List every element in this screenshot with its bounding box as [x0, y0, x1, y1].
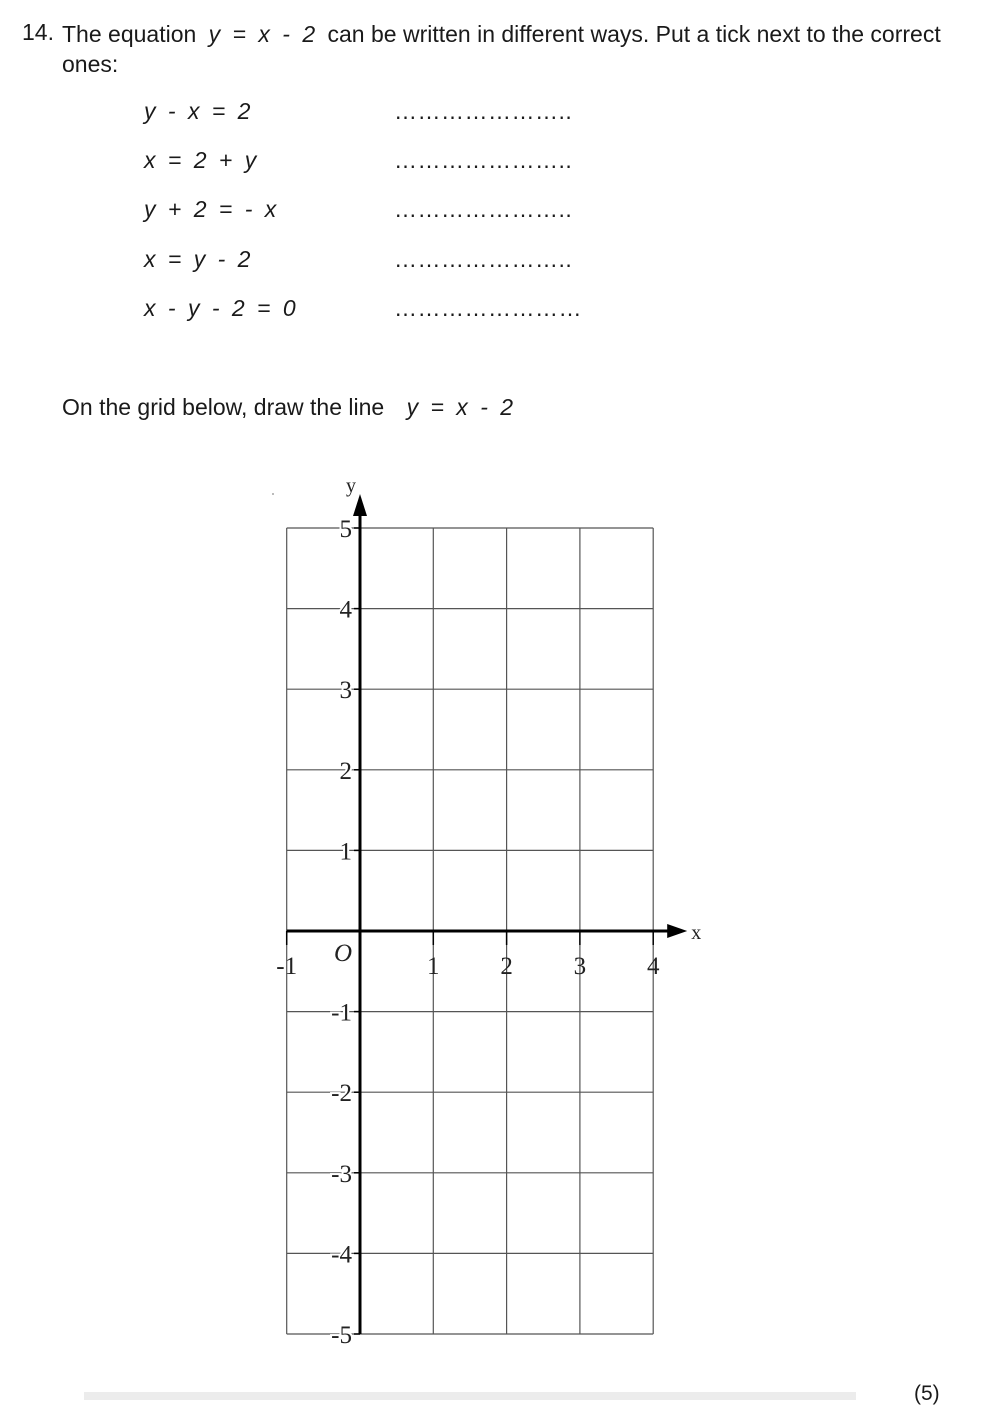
option-equation: x = y - 2 [144, 246, 251, 272]
option-row [144, 147, 604, 177]
option-equation: x = 2 + y [144, 147, 257, 173]
instruction-equation: y = x - 2 [406, 394, 514, 420]
origin-label: O [334, 940, 353, 967]
option-row [144, 196, 604, 226]
y-tick-label: 5 [339, 516, 352, 543]
coordinate-grid[interactable] [260, 470, 720, 1370]
y-tick-label: 2 [339, 757, 352, 785]
y-tick-label: -4 [331, 1241, 352, 1269]
y-tick-label: 3 [339, 677, 352, 705]
question-text [62, 19, 962, 79]
y-tick-label: 4 [339, 596, 352, 624]
instruction [62, 394, 519, 421]
option-equation: x - y - 2 = 0 [144, 295, 296, 321]
question-text-before: The equation [62, 21, 197, 47]
option-answer-line[interactable]: ………………….. [394, 98, 573, 124]
option-answer-line[interactable]: ………………….. [394, 147, 573, 173]
x-tick-label: 2 [500, 953, 513, 980]
instruction-text: On the grid below, draw the line [62, 394, 385, 420]
option-equation: y - x = 2 [144, 98, 251, 124]
option-row [144, 98, 604, 128]
x-tick-label: -1 [276, 953, 298, 980]
option-row [144, 295, 604, 325]
option-row [144, 246, 604, 276]
option-answer-line[interactable]: ………………….. [394, 246, 573, 272]
question-number: 14. [22, 19, 54, 45]
question-equation: y = x - 2 [208, 21, 316, 47]
y-axis-arrow [353, 494, 367, 516]
y-tick-label: -1 [331, 999, 352, 1027]
y-tick-label: 1 [339, 838, 352, 866]
y-tick-label: -5 [331, 1322, 352, 1349]
y-tick-label: -2 [331, 1080, 352, 1108]
marks-label: (5) [914, 1382, 940, 1405]
y-tick-label: -3 [331, 1160, 352, 1188]
option-answer-line[interactable]: ………………….. [394, 196, 573, 222]
question-text-after: can be written in different ways. Put a tick next to the correct ones: [62, 21, 941, 77]
y-axis-label: y [346, 475, 356, 497]
option-answer-line[interactable]: …………………… [394, 295, 582, 321]
x-axis-label: x [691, 922, 702, 944]
footer-rule [84, 1392, 856, 1400]
option-equation: y + 2 = - x [144, 196, 277, 222]
x-tick-label: 1 [427, 953, 440, 980]
x-tick-label: 4 [646, 953, 660, 980]
x-axis-arrow [667, 924, 687, 938]
x-tick-label: 3 [573, 953, 587, 980]
